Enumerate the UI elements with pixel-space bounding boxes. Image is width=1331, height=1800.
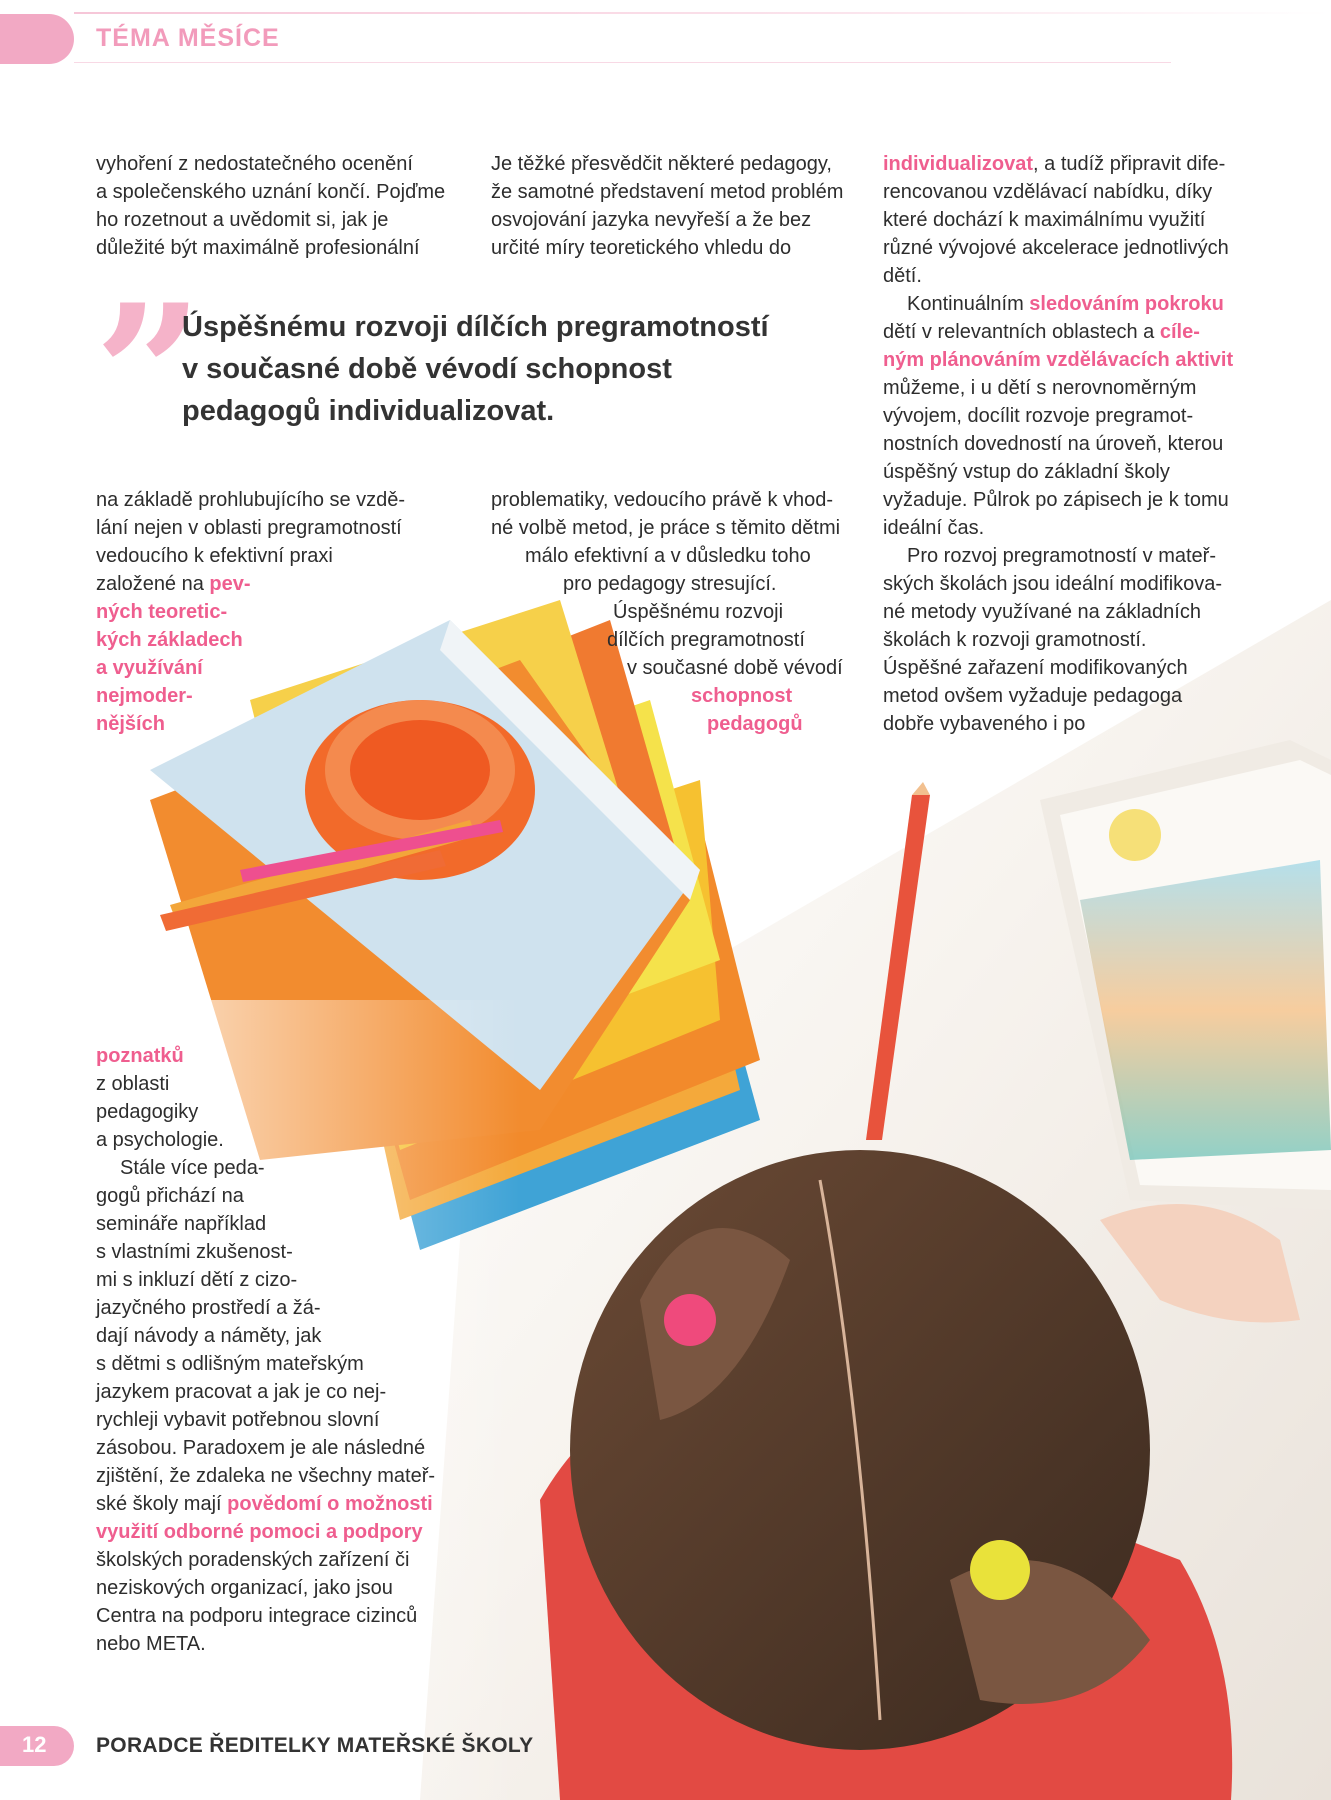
- column-1-top: vyhoření z nedostatečného ocenění a společenského uznání končí. Pojďme ho rozetnout a uvědomit si, jak je důležité být maximálně profesionální: [96, 153, 446, 259]
- page-number: 12: [22, 1732, 47, 1757]
- column-2-middle: problematiky, vedoucího právě k vhod- né volbě metod, je práce s těmito dětmi málo efektivní a v důsledku toho pro pedagogy stresující. Úspěšnému rozvoji dílčích pregramotností v současné době vévodí schopnost pedagogů: [491, 489, 843, 735]
- pull-quote: Úspěšnému rozvoji dílčích pregramotností v současné době vévodí schopnost pedagogů individualizovat.: [182, 311, 769, 427]
- column-2-top: Je těžké přesvědčit některé pedagogy, že samotné představení metod problém osvojování jazyka nevyřeší a že bez určité míry teoretického vhledu do: [491, 153, 844, 259]
- header-rule: [74, 12, 1331, 14]
- column-1-bottom: poznatků z oblasti pedagogiky a psychologie. Stále více peda- gogů přichází na semináře například s vlastními zkušenost- mi s inkluzí dětí z cizo- jazyčného prostředí a žá- dají návody a náměty, jak s dětmi s odlišným mateřským jazykem pracovat a jak je co nej- rychleji vybavit potřebnou slovní zásobou. Paradoxem je ale následné zjištění, že zdaleka ne všechny mateř- ské školy mají povědomí o možnosti využití odborné pomoci a podpory školských poradenských zařízení či neziskových organizací, jako jsou Centra na podporu integrace cizinců nebo META.: [96, 1045, 436, 1655]
- column-1-middle: na základě prohlubujícího se vzdě- lání nejen v oblasti pregramotností vedoucího k efektivní praxi založené na pev- ných teoretic- kých základech a využívání nejmoder- nějších: [96, 489, 406, 735]
- quote-mark: ”: [94, 263, 204, 486]
- header-rule-lower: [74, 62, 1171, 63]
- publication-title: PORADCE ŘEDITELKY MATEŘSKÉ ŠKOLY: [96, 1734, 534, 1757]
- header-tab: [0, 14, 74, 64]
- section-title: TÉMA MĚSÍCE: [96, 24, 280, 52]
- column-3: individualizovat, a tudíž připravit dife- rencovanou vzdělávací nabídku, díky které dochází k maximálnímu využití různé vývojové akcelerace jednotlivých dětí. Kontinuálním sledováním pokroku dětí v relevantních oblastech a cíle- ným plánováním vzdělávacích aktivit můžeme, i u dětí s nerovnoměrným vývojem, docílit rozvoje pregramot- nostních dovedností na úroveň, kterou úspěšný vstup do základní školy vyžaduje. Půlrok po zápisech je k tomu ideální čas. Pro rozvoj pregramotností v mateř- ských školách jsou ideální modifikova- né metody využívané na základních školách k rozvoji gramotností. Úspěšné zařazení modifikovaných metod ovšem vyžaduje pedagoga dobře vybaveného i po: [883, 153, 1234, 735]
